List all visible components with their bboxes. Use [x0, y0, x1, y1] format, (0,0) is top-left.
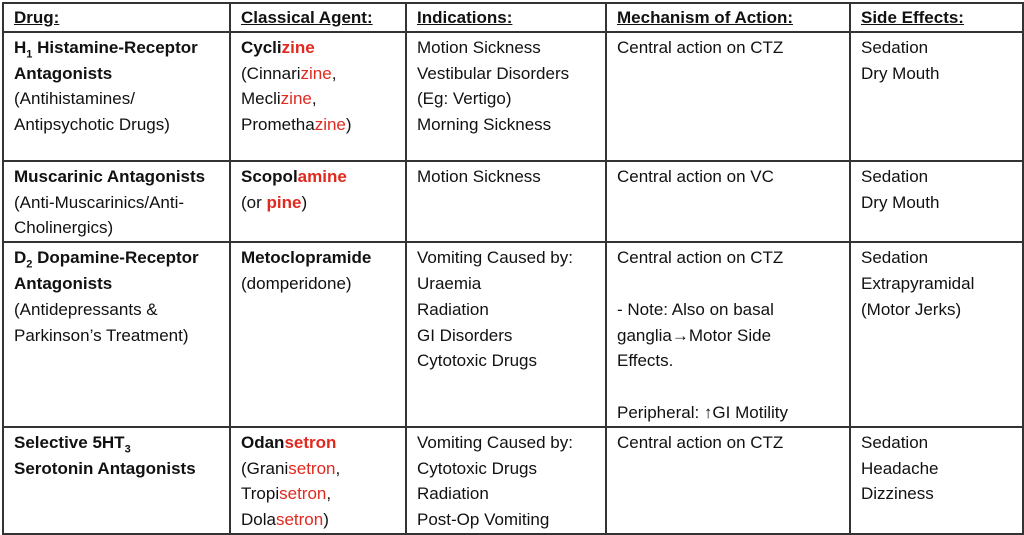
indication-item: Cytotoxic Drugs	[417, 351, 537, 371]
drug-note: Parkinson’s Treatment)	[14, 325, 189, 345]
spacer	[617, 374, 841, 400]
mechanism-note: Effects.	[617, 351, 674, 371]
side-effect-item: (Motor Jerks)	[861, 299, 962, 319]
indication-item: Motion Sickness	[417, 37, 541, 57]
indication-item: Radiation	[417, 299, 489, 319]
agent-cell	[230, 242, 406, 427]
mechanism-text: Central action on CTZ	[617, 248, 784, 268]
side-effect-item: Sedation	[861, 37, 929, 57]
antiemetic-drug-table	[2, 2, 1024, 535]
agent-cell	[230, 32, 406, 161]
agent-main: Cyclizine	[241, 37, 315, 57]
side-effect-item: Extrapyramidal	[861, 273, 975, 293]
mechanism-cell	[606, 32, 850, 161]
mechanism-peripheral: Peripheral: ↑GI Motility	[617, 402, 788, 422]
indication-item: Morning Sickness	[417, 115, 552, 135]
indication-item: Vomiting Caused by:	[417, 248, 573, 268]
header-row	[3, 3, 1023, 32]
indication-item: Post-Op Vomiting	[417, 510, 550, 530]
spacer	[617, 271, 841, 297]
drug-note: (Antihistamines/	[14, 89, 135, 109]
header-side-effects: Side Effects:	[850, 3, 1023, 32]
header-mechanism: Mechanism of Action:	[606, 3, 850, 32]
mechanism-cell	[606, 161, 850, 242]
mechanism-text: Central action on CTZ	[617, 37, 784, 57]
indications-cell	[406, 242, 606, 427]
indications-cell	[406, 427, 606, 534]
drug-note: Cholinergics)	[14, 218, 114, 238]
header-drug: Drug:	[3, 3, 230, 32]
drug-name: $H_1$ Histamine-Receptor	[14, 37, 198, 61]
mechanism-cell	[606, 242, 850, 427]
table-row-muscarinic-antagonists	[3, 161, 1023, 242]
agent-alt: (Cinnarizine,	[241, 63, 337, 83]
table-row-d2-antagonists	[3, 242, 1023, 427]
indication-item: Cytotoxic Drugs	[417, 458, 537, 478]
indications-cell	[406, 32, 606, 161]
side-effect-item: Sedation	[861, 248, 929, 268]
agent-main: Odansetron	[241, 432, 337, 452]
agent-alt: Tropisetron,	[241, 484, 332, 504]
indication-item: Vestibular Disorders	[417, 63, 570, 83]
mechanism-note: ganglia→Motor Side	[617, 325, 772, 345]
drug-cell	[3, 242, 230, 427]
side-effects-cell	[850, 427, 1023, 534]
drug-name-line2: Serotonin Antagonists	[14, 458, 196, 478]
drug-cell	[3, 161, 230, 242]
side-effects-cell	[850, 242, 1023, 427]
side-effect-item: Dizziness	[861, 484, 934, 504]
indication-item: Vomiting Caused by:	[417, 432, 573, 452]
agent-alt: (domperidone)	[241, 273, 352, 293]
drug-cell	[3, 32, 230, 161]
agent-main: Scopolamine	[241, 166, 347, 186]
mechanism-note: - Note: Also on basal	[617, 299, 774, 319]
agent-alt: Promethazine)	[241, 115, 352, 135]
agent-cell	[230, 161, 406, 242]
mechanism-text: Central action on CTZ	[617, 432, 784, 452]
table-row-h1-antagonists	[3, 32, 1023, 161]
agent-cell	[230, 427, 406, 534]
side-effect-item: Sedation	[861, 166, 929, 186]
drug-name: $D_2$ Dopamine-Receptor	[14, 248, 199, 271]
drug-name: Muscarinic Antagonists	[14, 166, 206, 186]
agent-alt: (or pine)	[241, 192, 308, 212]
indication-item: GI Disorders	[417, 325, 513, 345]
table-row-5ht3-antagonists	[3, 427, 1023, 534]
indication-item: Radiation	[417, 484, 489, 504]
agent-alt: Meclizine,	[241, 89, 317, 109]
side-effects-cell	[850, 32, 1023, 161]
header-indications: Indications:	[406, 3, 606, 32]
agent-alt: (Granisetron,	[241, 458, 341, 478]
side-effect-item: Headache	[861, 458, 939, 478]
side-effect-item: Dry Mouth	[861, 63, 940, 83]
agent-main: Metoclopramide	[241, 248, 372, 268]
indications-cell	[406, 161, 606, 242]
indication-item: (Eg: Vertigo)	[417, 89, 512, 109]
drug-note: Antipsychotic Drugs)	[14, 115, 170, 135]
indication-item: Motion Sickness	[417, 166, 541, 186]
mechanism-cell	[606, 427, 850, 534]
agent-alt: Dolasetron)	[241, 510, 329, 530]
side-effects-cell	[850, 161, 1023, 242]
drug-note: (Anti-Muscarinics/Anti-	[14, 192, 185, 212]
mechanism-text: Central action on VC	[617, 166, 774, 186]
drug-name-line2: Antagonists	[14, 63, 113, 83]
side-effect-item: Dry Mouth	[861, 192, 940, 212]
drug-cell	[3, 427, 230, 534]
drug-note: (Antidepressants &	[14, 299, 158, 319]
side-effect-item: Sedation	[861, 432, 929, 452]
drug-name: Selective $5HT_3$	[14, 432, 131, 456]
indication-item: Uraemia	[417, 273, 482, 293]
header-classical-agent: Classical Agent:	[230, 3, 406, 32]
drug-name-line2: Antagonists	[14, 273, 113, 293]
